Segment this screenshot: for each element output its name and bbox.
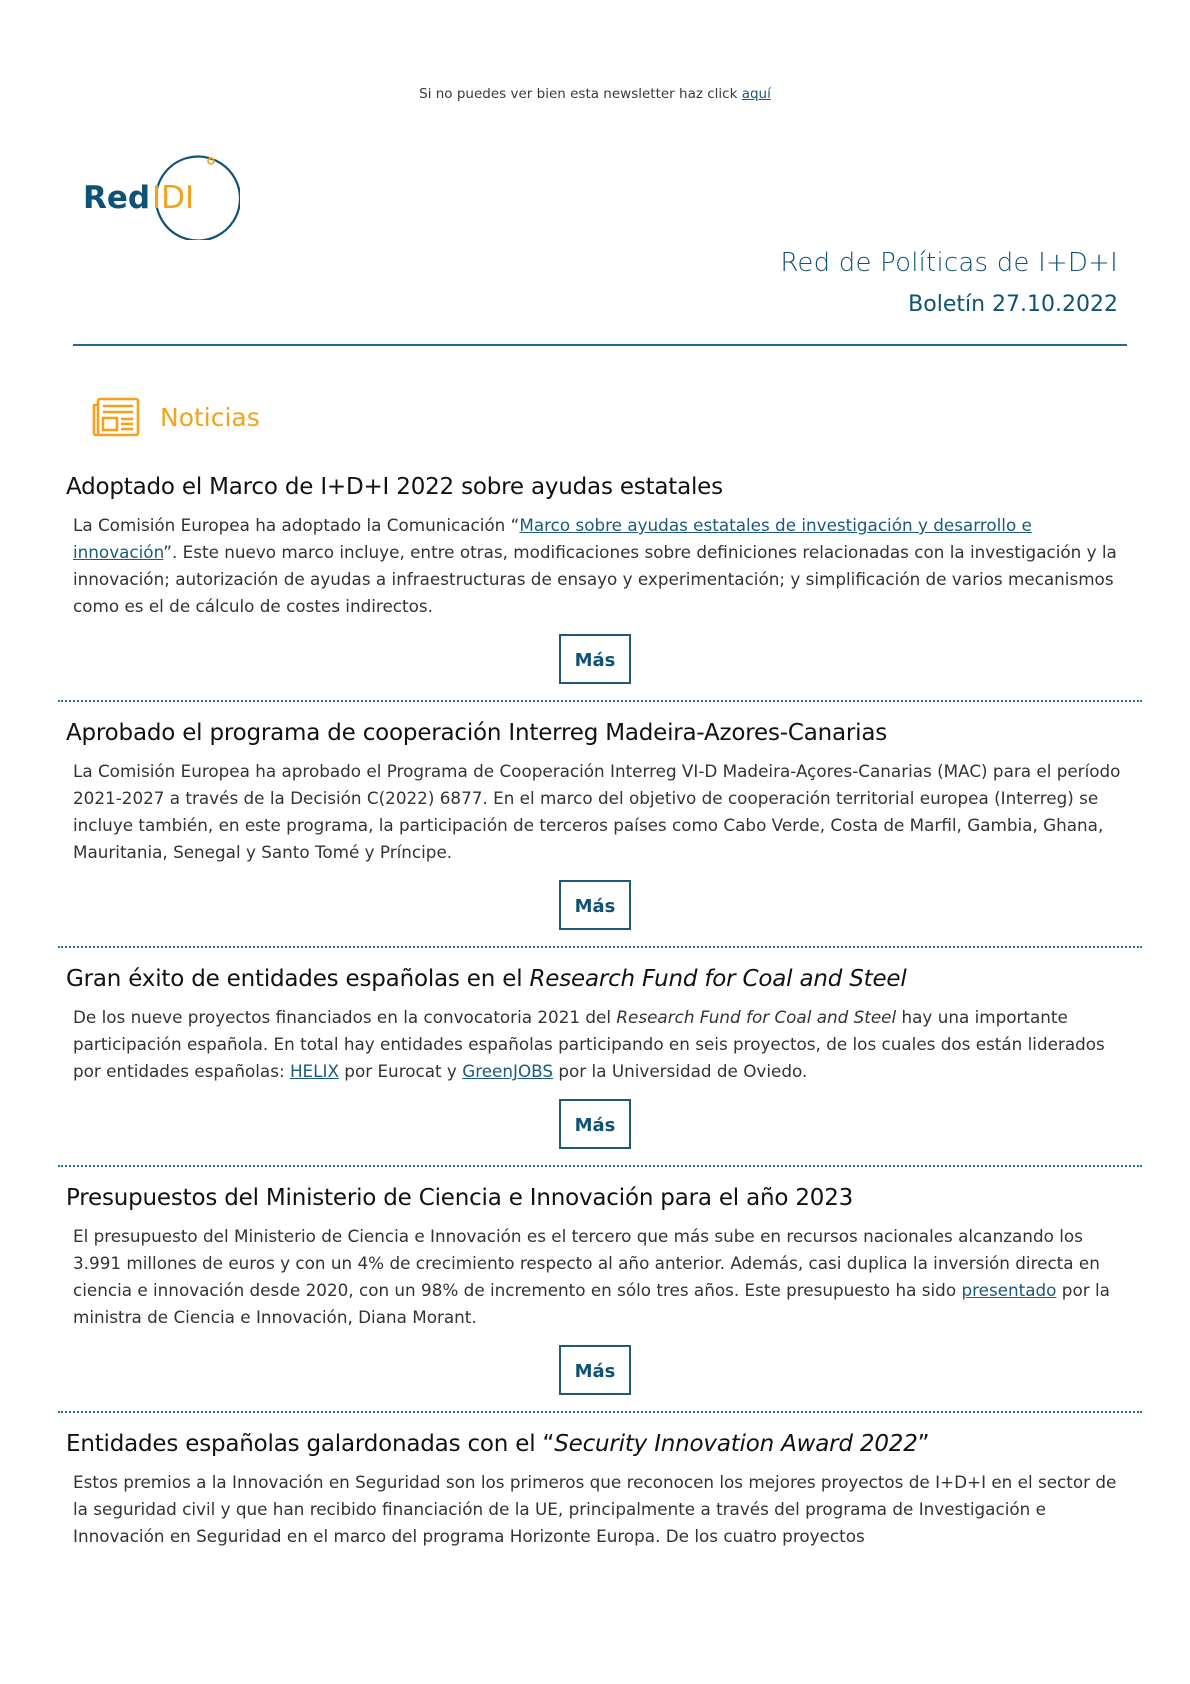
- news-title: Presupuestos del Ministerio de Ciencia e Innovación para el año 2023: [66, 1185, 854, 1211]
- news-body: [73, 1223, 1130, 1331]
- news-body: La Comisión Europea ha aprobado el Programa de Cooperación Interreg VI-D Madeira-Açores-Canarias (MAC) para el período 2021-2027 a través de la Decisión C(2022) 6877. En el marco del objetivo de cooperación territorial europea (Interreg) se incluye también, en este programa, la participación de terceros países como Cabo Verde, Costa de Marfil, Gambia, Ghana, Mauritania, Senegal y Santo Tomé y Príncipe.: [73, 761, 1121, 862]
- greenjobs-link[interactable]: GreenJOBS: [462, 1061, 554, 1081]
- news-title: [66, 1427, 1190, 1461]
- news-body: [73, 512, 1130, 620]
- more-button[interactable]: Más: [559, 1345, 631, 1395]
- news-title-italic: Research Fund for Coal and Steel: [529, 966, 907, 992]
- news-item: [0, 1427, 1190, 1550]
- news-body-text: ”. Este nuevo marco incluye, entre otras, modificaciones sobre definiciones relacionadas con la investigación y la innovación; autorización de ayudas a infraestructuras de ensayo y experimentación; y simplificación de varios mecanismos como es el de cálculo de costes indirectos.: [73, 542, 1117, 616]
- news-item: [0, 470, 1190, 702]
- news-body: Estos premios a la Innovación en Seguridad son los primeros que reconocen los mejores proyectos de I+D+I en el sector de la seguridad civil y que han recibido financiación de la UE, principalmente a través del programa de Investigación e Innovación en Seguridad en el marco del programa Horizonte Europa. De los cuatro proyectos: [73, 1472, 1117, 1546]
- news-title-text: ”: [917, 1431, 930, 1457]
- news-title: Aprobado el programa de cooperación Interreg Madeira-Azores-Canarias: [66, 720, 888, 746]
- section-title: Noticias: [160, 402, 260, 432]
- more-button[interactable]: Más: [559, 1099, 631, 1149]
- news-body-text: por la ministra de Ciencia e Innovación, Diana Morant.: [73, 1280, 1110, 1327]
- more-button[interactable]: Más: [559, 634, 631, 684]
- news-title: Adoptado el Marco de I+D+I 2022 sobre ayudas estatales: [66, 474, 723, 500]
- news-item: [0, 1181, 1190, 1413]
- newspaper-icon: [90, 397, 140, 437]
- news-title-italic: Security Innovation Award 2022: [554, 1431, 918, 1457]
- newsletter-title: Red de Políticas de I+D+I: [780, 248, 1118, 278]
- news-link[interactable]: Marco sobre ayudas estatales de investigación y desarrollo e innovación: [73, 515, 1032, 562]
- news-title-text: Entidades españolas galardonadas con el “: [66, 1431, 555, 1457]
- news-body-text: La Comisión Europea ha adoptado la Comunicación “: [73, 515, 520, 535]
- news-title: [66, 962, 1190, 996]
- logo-text-idi: IDI: [152, 180, 195, 216]
- header-divider: [73, 344, 1127, 346]
- redidi-logo: [80, 150, 240, 240]
- news-body-text: por la Universidad de Oviedo.: [553, 1061, 808, 1081]
- more-button[interactable]: Más: [559, 880, 631, 930]
- section-header-noticias: [90, 394, 260, 440]
- view-online-text: Si no puedes ver bien esta newsletter haz click: [419, 86, 742, 102]
- dotted-divider: [58, 1165, 1142, 1167]
- news-body-text: por Eurocat y: [338, 1061, 463, 1081]
- view-online-link[interactable]: aquí: [741, 86, 771, 102]
- presentado-link[interactable]: presentado: [961, 1280, 1057, 1300]
- news-body-italic: Research Fund for Coal and Steel: [616, 1007, 897, 1027]
- news-item: [0, 716, 1190, 948]
- logo-text-red: Red: [83, 180, 151, 216]
- dotted-divider: [58, 700, 1142, 702]
- view-online-note: [0, 86, 1190, 102]
- news-list: [0, 470, 1190, 1550]
- news-item: [0, 962, 1190, 1167]
- news-body-text: hay una importante participación española. En total hay entidades españolas participando en seis proyectos, de los cuales dos están liderados por entidades españolas:: [73, 1007, 1105, 1081]
- news-body: [73, 1004, 1130, 1085]
- news-title-text: Gran éxito de entidades españolas en el: [66, 966, 530, 992]
- newsletter-date: Boletín 27.10.2022: [908, 292, 1118, 317]
- news-body-text: De los nueve proyectos financiados en la convocatoria 2021 del: [73, 1007, 617, 1027]
- news-body-text: El presupuesto del Ministerio de Ciencia e Innovación es el tercero que más sube en recursos nacionales alcanzando los 3.991 millones de euros y con un 4% de crecimiento respecto al año anterior. Además, casi duplica la inversión directa en ciencia e innovación desde 2020, con un 98% de incremento en sólo tres años. Este presupuesto ha sido: [73, 1226, 1100, 1300]
- dotted-divider: [58, 946, 1142, 948]
- helix-link[interactable]: HELIX: [289, 1061, 339, 1081]
- dotted-divider: [58, 1411, 1142, 1413]
